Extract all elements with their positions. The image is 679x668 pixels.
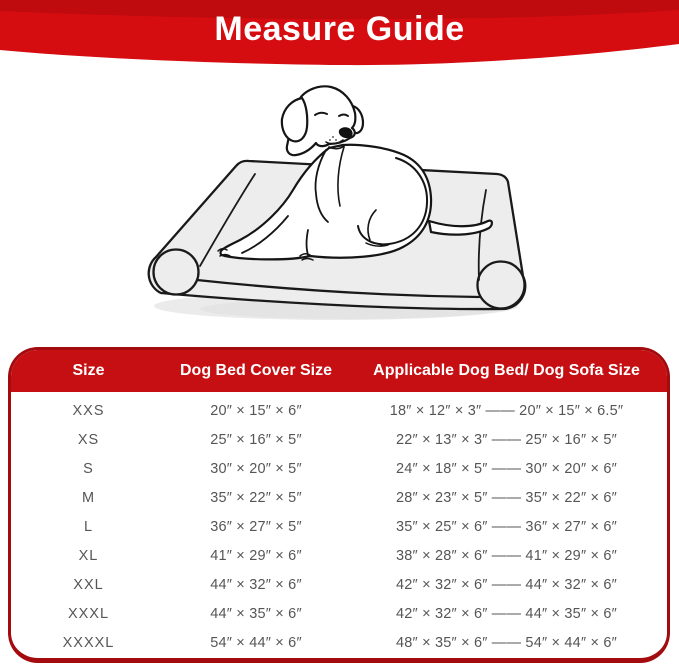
column-header-applicable-size: Applicable Dog Bed/ Dog Sofa Size: [373, 362, 640, 379]
size-table: [8, 347, 670, 663]
cell-cover-size: 44″ × 35″ × 6″: [210, 606, 302, 622]
right-bolster-end: [478, 262, 525, 309]
cell-cover-size: 20″ × 15″ × 6″: [210, 403, 302, 419]
cell-applicable-size: 48″ × 35″ × 6″ —— 54″ × 44″ × 6″: [396, 635, 617, 651]
cell-size: XXXXL: [62, 635, 115, 651]
cell-size: XL: [78, 548, 99, 564]
cell-size: M: [81, 490, 96, 506]
dog-on-bed-illustration: [140, 70, 540, 330]
cell-applicable-size: 38″ × 28″ × 6″ —— 41″ × 29″ × 6″: [396, 548, 617, 564]
cell-size: XXS: [72, 403, 105, 419]
size-table-body: [11, 392, 667, 658]
cell-applicable-size: 22″ × 13″ × 3″ —— 25″ × 16″ × 5″: [396, 432, 617, 448]
table-row: [11, 484, 667, 513]
cell-applicable-size: 42″ × 32″ × 6″ —— 44″ × 32″ × 6″: [396, 577, 617, 593]
header-banner: [0, 0, 679, 70]
cell-cover-size: 41″ × 29″ × 6″: [210, 548, 302, 564]
dog-left-ear-icon: [282, 98, 307, 141]
cell-cover-size: 35″ × 22″ × 5″: [210, 490, 302, 506]
table-row: [11, 600, 667, 629]
cell-applicable-size: 18″ × 12″ × 3″ —— 20″ × 15″ × 6.5″: [389, 403, 624, 419]
table-row: [11, 571, 667, 600]
size-table-header: [11, 350, 667, 392]
table-row: [11, 426, 667, 455]
cell-size: XS: [77, 432, 100, 448]
cell-cover-size: 25″ × 16″ × 5″: [210, 432, 302, 448]
page-title: Measure Guide: [214, 10, 465, 48]
table-row: [11, 455, 667, 484]
cell-applicable-size: 24″ × 18″ × 5″ —— 30″ × 20″ × 6″: [396, 461, 617, 477]
cell-cover-size: 44″ × 32″ × 6″: [210, 577, 302, 593]
cell-size: XXL: [73, 577, 104, 593]
table-row: [11, 629, 667, 658]
cell-applicable-size: 28″ × 23″ × 5″ —— 35″ × 22″ × 6″: [396, 490, 617, 506]
column-header-size: Size: [72, 362, 105, 379]
cell-cover-size: 36″ × 27″ × 5″: [210, 519, 302, 535]
table-row: [11, 397, 667, 426]
table-row: [11, 513, 667, 542]
cell-cover-size: 30″ × 20″ × 5″: [210, 461, 302, 477]
cell-size: L: [83, 519, 94, 535]
column-header-cover-size: Dog Bed Cover Size: [179, 362, 333, 379]
dog-on-bolster-bed-drawing: [140, 70, 540, 330]
cell-applicable-size: 42″ × 32″ × 6″ —— 44″ × 35″ × 6″: [396, 606, 617, 622]
table-row: [11, 542, 667, 571]
cell-cover-size: 54″ × 44″ × 6″: [210, 635, 302, 651]
left-bolster-end: [154, 250, 199, 295]
cell-size: XXXL: [67, 606, 110, 622]
cell-size: S: [83, 461, 94, 477]
cell-applicable-size: 35″ × 25″ × 6″ —— 36″ × 27″ × 6″: [396, 519, 617, 535]
